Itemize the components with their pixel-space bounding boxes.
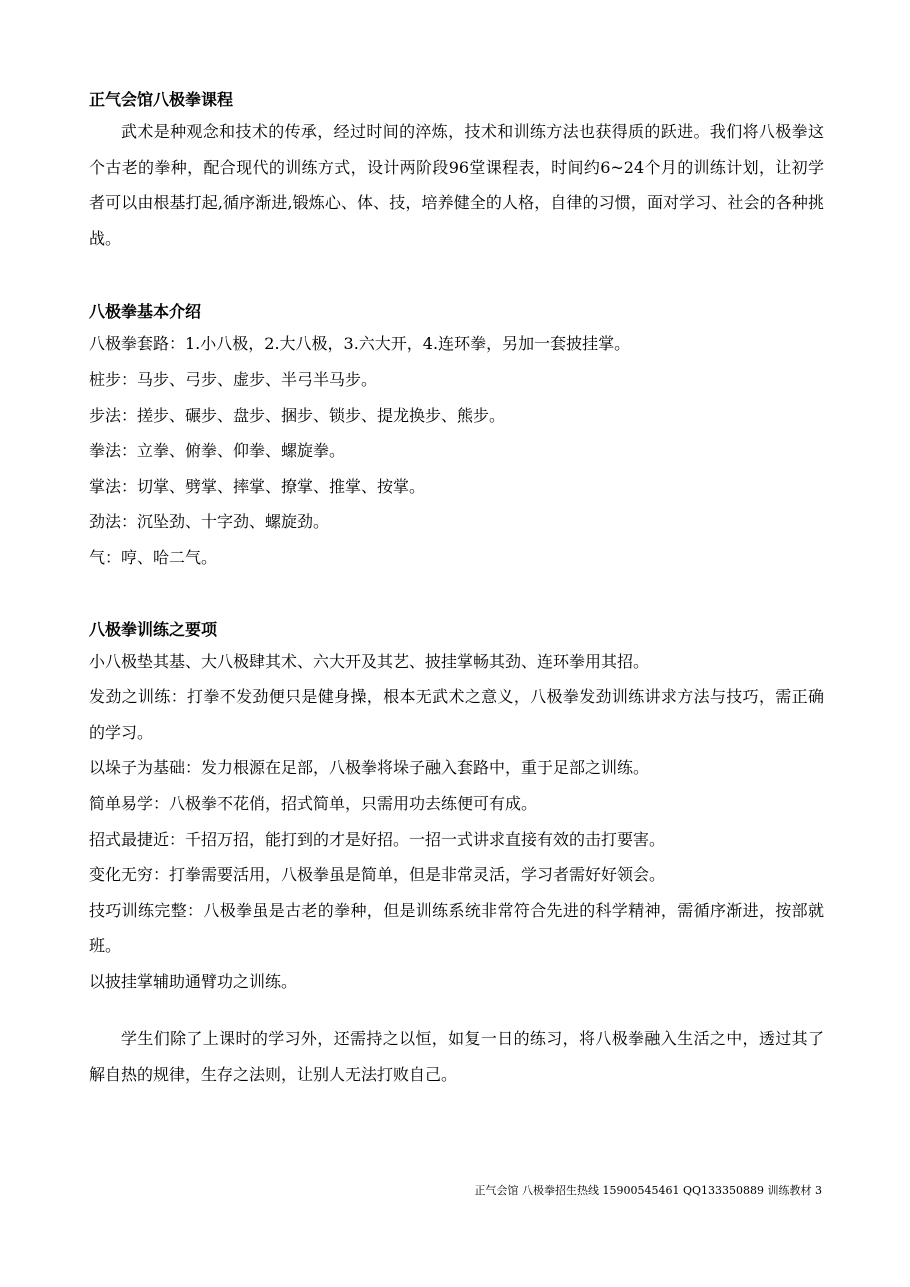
training-line-power: 发劲之训练：打拳不发劲便只是健身操，根本无武术之意义，八极拳发劲训练讲求方法与技巧，需正确的学习。 — [89, 687, 824, 742]
document-body — [89, 86, 824, 1093]
spacer — [89, 999, 824, 1021]
section-heading-introduction: 八极拳基本介绍 — [89, 302, 202, 322]
training-line-routines: 小八极垫其基、大八极肆其术、六大开及其艺、披挂掌畅其劲、连环拳用其招。 — [89, 651, 650, 671]
training-line-pigua: 以披挂掌辅助通臂功之训练。 — [89, 971, 298, 991]
page-footer: 正气会馆 八极拳招生热线 15900545461 QQ133350889 训练教材 3 — [474, 1184, 822, 1197]
intro-line-fist: 拳法：立拳、俯拳、仰拳、螺旋拳。 — [89, 441, 346, 461]
intro-line-palm: 掌法：切掌、劈掌、摔掌、撩掌、推掌、按掌。 — [89, 476, 426, 496]
intro-line-stances: 桩步：马步、弓步、虚步、半弓半马步。 — [89, 369, 378, 389]
training-line-direct: 招式最捷近：千招万招，能打到的才是好招。一招一式讲求直接有效的击打要害。 — [89, 829, 666, 849]
intro-line-forms: 八极拳套路：1.小八极，2.大八极，3.六大开，4.连环拳，另加一套披挂掌。 — [89, 334, 631, 354]
training-line-variation: 变化无穷：打拳需要活用，八极拳虽是简单，但是非常灵活，学习者需好好领会。 — [89, 865, 666, 885]
intro-line-force: 劲法：沉坠劲、十字劲、螺旋劲。 — [89, 512, 330, 532]
section-heading-training: 八极拳训练之要项 — [89, 619, 218, 639]
intro-paragraph: 武术是种观念和技术的传承，经过时间的淬炼，技术和训练方法也获得质的跃进。我们将八极拳这个古老的拳种，配合现代的训练方式，设计两阶段96堂课程表，时间约6~24个月的训练计划，让初学者可以由根基打起,循序渐进,锻炼心、体、技，培养健全的人格，自律的习惯，面对学习、社会的各种挑战。 — [89, 122, 824, 248]
intro-line-qi: 气：哼、哈二气。 — [89, 547, 218, 567]
spacer — [89, 576, 824, 616]
intro-line-footwork: 步法：搓步、碾步、盘步、捆步、锁步、提龙换步、熊步。 — [89, 405, 506, 425]
training-line-foundation: 以垛子为基础：发力根源在足部，八极拳将垛子融入套路中，重于足部之训练。 — [89, 758, 650, 778]
training-line-simple: 简单易学：八极拳不花俏，招式简单，只需用功去练便可有成。 — [89, 793, 538, 813]
spacer — [89, 256, 824, 298]
training-line-system: 技巧训练完整：八极拳虽是古老的拳种，但是训练系统非常符合先进的科学精神，需循序渐进，按部就班。 — [89, 900, 824, 956]
section-heading-course: 正气会馆八极拳课程 — [89, 90, 234, 109]
closing-paragraph: 学生们除了上课时的学习外，还需持之以恒，如复一日的练习，将八极拳融入生活之中，透过其了解自热的规律，生存之法则，让别人无法打败自己。 — [89, 1029, 824, 1085]
